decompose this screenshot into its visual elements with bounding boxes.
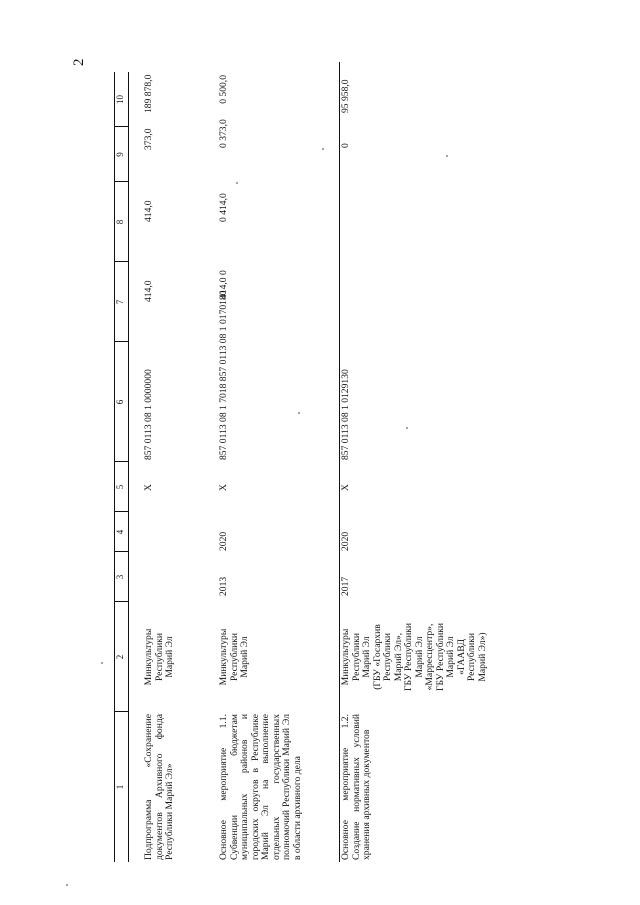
row2-col8: 0 414,0 bbox=[218, 193, 229, 222]
row1-col8: 414,0 bbox=[143, 200, 154, 222]
row2-name: Основное мероприятие 1.1. Субвенции бюджетам муниципальных районов и городских округов в Республике Марий Эл на выполнение отдельных государственных полномочий Республики Марий Эл в области архивного дела bbox=[218, 714, 303, 860]
header-col-6: 6 bbox=[115, 399, 125, 405]
scan-speck bbox=[101, 662, 103, 664]
row2-start-year: 2013 bbox=[218, 576, 229, 596]
row3-name: Основное мероприятие 1.2. Создание нормативных условий хранения архивных документов bbox=[340, 714, 372, 860]
row3-executor: Минкультуры Республики Марий Эл (ГБУ «Госархив Республики Марий Эл», ГБУ Республики Марий Эл «Марресцентр», ГБУ Республики Марий Эл «ГААВД Республики Марий Эл») bbox=[340, 622, 488, 692]
header-col-9: 9 bbox=[115, 152, 125, 157]
row3-code: 857 0113 08 1 0129130 bbox=[340, 369, 351, 460]
row3-col9: 0 bbox=[340, 143, 351, 148]
row1-name: Подпрограмма «Сохранение документов Архивного фонда Республики Марий Эл» bbox=[143, 714, 175, 860]
scan-speck bbox=[322, 148, 324, 150]
header-col-10: 10 bbox=[115, 95, 125, 104]
row1-col10: 189 878,0 bbox=[143, 74, 154, 113]
row2-col9: 0 373,0 bbox=[218, 119, 229, 148]
header-col-2: 2 bbox=[115, 654, 125, 660]
header-col-4: 4 bbox=[115, 529, 125, 535]
header-col-7: 7 bbox=[115, 299, 125, 305]
row3-end-year: 2020 bbox=[340, 531, 351, 551]
header-col-1: 1 bbox=[115, 784, 125, 790]
scan-speck bbox=[66, 884, 68, 886]
row2-col10: 0 500,0 bbox=[218, 75, 229, 104]
row1-x: X bbox=[143, 484, 154, 491]
scan-speck bbox=[236, 182, 238, 184]
row1-executor: Минкультуры Республики Марий Эл bbox=[143, 628, 175, 686]
row2-col7: 414,0 0 bbox=[218, 270, 229, 299]
page-number: 2 bbox=[71, 58, 87, 66]
table-header-rule bbox=[128, 72, 129, 862]
header-col-3: 3 bbox=[115, 574, 125, 580]
header-col-8: 8 bbox=[115, 219, 125, 225]
row1-code: 857 0113 08 1 0000000 bbox=[143, 369, 154, 460]
row1-col9: 373,0 bbox=[143, 128, 154, 150]
row3-x: X bbox=[340, 484, 351, 491]
row2-executor: Минкультуры Республики Марий Эл bbox=[218, 628, 250, 686]
program-table bbox=[114, 72, 488, 862]
scan-speck bbox=[298, 412, 300, 414]
header-col-5: 5 bbox=[115, 484, 125, 490]
row3-start-year: 2017 bbox=[340, 576, 351, 596]
scan-speck bbox=[406, 427, 408, 429]
row1-col7: 414,0 bbox=[143, 280, 154, 302]
row2-x: X bbox=[218, 484, 229, 491]
row2-code: 857 0113 08 1 7018 857 0113 08 1 0170180 bbox=[218, 290, 229, 460]
scan-speck bbox=[446, 155, 448, 157]
row3-col10: 95 958,0 bbox=[340, 79, 351, 113]
row2-end-year: 2020 bbox=[218, 531, 229, 551]
